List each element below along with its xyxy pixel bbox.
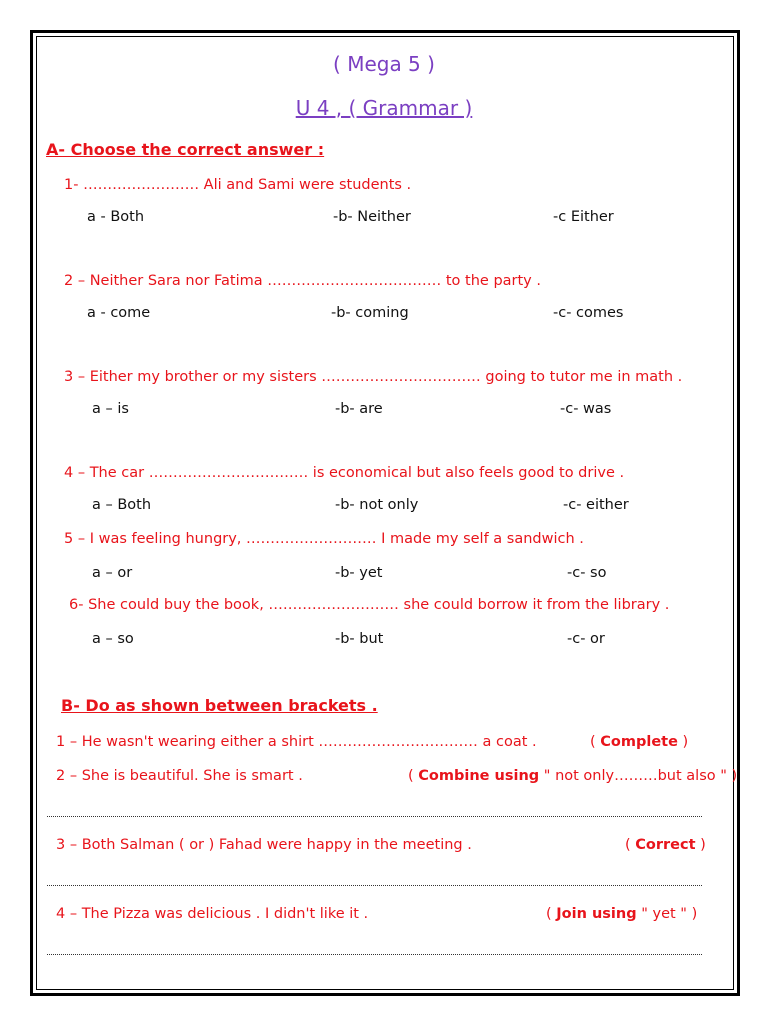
answer-line-b2 <box>47 816 702 817</box>
answer-line-b3 <box>47 885 702 886</box>
item-b2-instruction: ( Combine using " not only………but also " ) <box>408 768 738 784</box>
q3-option-a: a – is <box>92 401 129 417</box>
item-b2: 2 – She is beautiful. She is smart . <box>56 768 303 784</box>
question-5: 5 – I was feeling hungry, ……………………… I made my self a sandwich . <box>64 531 584 547</box>
item-b1: 1 – He wasn't wearing either a shirt …………………………… a coat . <box>56 734 537 750</box>
q2-option-c: -c- comes <box>553 305 624 321</box>
item-b4: 4 – The Pizza was delicious . I didn't like it . <box>56 906 369 922</box>
question-1: 1- …………………… Ali and Sami were students . <box>64 177 412 193</box>
worksheet-title: ( Mega 5 ) <box>333 52 435 76</box>
q4-option-b: -b- not only <box>335 497 419 513</box>
question-2: 2 – Neither Sara nor Fatima ……………………………… to the party . <box>64 273 541 289</box>
q5-option-b: -b- yet <box>335 565 383 581</box>
item-b3: 3 – Both Salman ( or ) Fahad were happy in the meeting . <box>56 837 472 853</box>
q2-option-a: a - come <box>87 305 151 321</box>
q3-option-b: -b- are <box>335 401 383 417</box>
q1-option-c: -c Either <box>553 209 614 225</box>
q1-option-a: a - Both <box>87 209 145 225</box>
item-b1-instruction: ( Complete ) <box>590 734 689 750</box>
item-b4-instruction: ( Join using " yet " ) <box>546 906 698 922</box>
question-6: 6- She could buy the book, ……………………… she could borrow it from the library . <box>69 597 670 613</box>
q6-option-a: a – so <box>92 631 134 647</box>
answer-line-b4 <box>47 954 702 955</box>
q1-option-b: -b- Neither <box>333 209 411 225</box>
q5-option-a: a – or <box>92 565 133 581</box>
q2-option-b: -b- coming <box>331 305 409 321</box>
q5-option-c: -c- so <box>567 565 607 581</box>
q4-option-a: a – Both <box>92 497 152 513</box>
question-4: 4 – The car …………………………… is economical but also feels good to drive . <box>64 465 625 481</box>
q6-option-b: -b- but <box>335 631 384 647</box>
q4-option-c: -c- either <box>563 497 629 513</box>
item-b3-instruction: ( Correct ) <box>625 837 706 853</box>
section-a-heading: A- Choose the correct answer : <box>46 140 325 159</box>
worksheet-subtitle: U 4 , ( Grammar ) <box>295 96 473 120</box>
q6-option-c: -c- or <box>567 631 605 647</box>
section-b-heading: B- Do as shown between brackets . <box>61 696 378 715</box>
q3-option-c: -c- was <box>560 401 612 417</box>
question-3: 3 – Either my brother or my sisters …………………………… going to tutor me in math . <box>64 369 683 385</box>
